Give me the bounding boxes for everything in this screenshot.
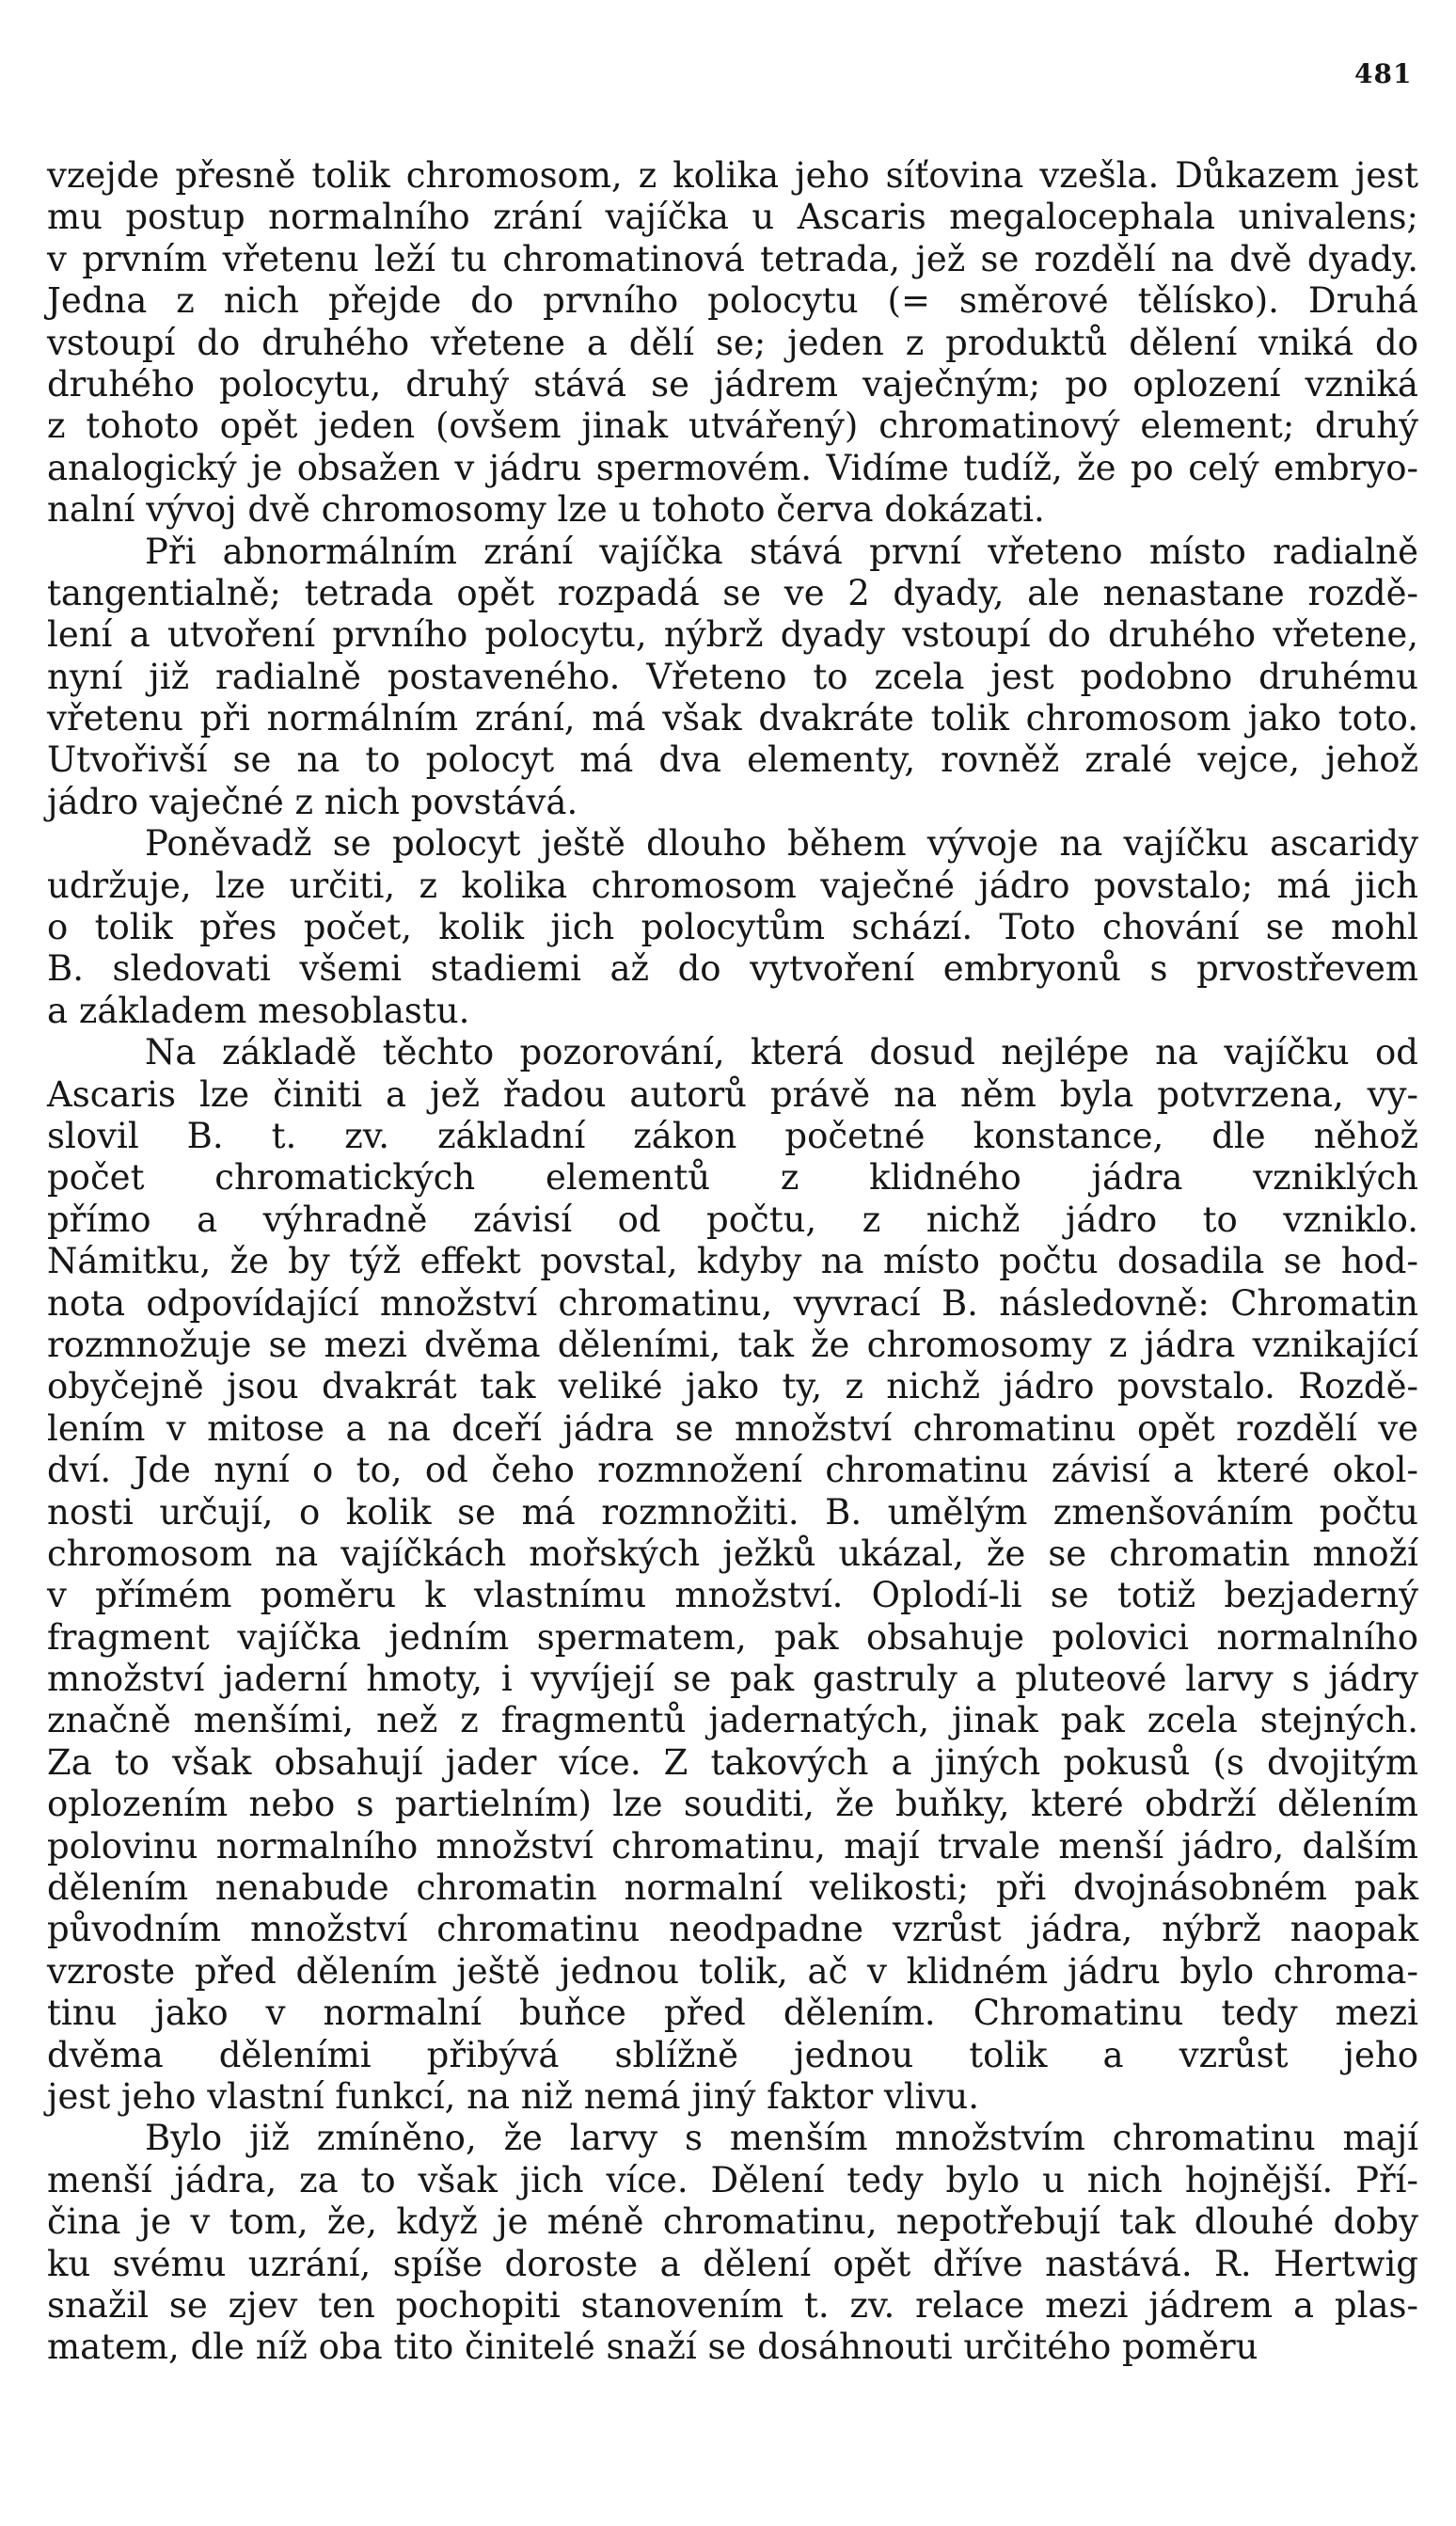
text-line: o tolik přes počet, kolik jich polocytům schází. Toto chování se mohl [47, 907, 1418, 948]
text-line: analogický je obsažen v jádru spermovém. Vidíme tudíž, že po celý embryo- [47, 447, 1418, 488]
text-line: nalní vývoj dvě chromosomy lze u tohoto červa dokázati. [47, 489, 1045, 531]
text-line: mu postup normalního zrání vajíčka u Ascaris megalocephala univalens; [47, 197, 1418, 238]
text-line: v přímém poměru k vlastnímu množství. Oplodí-li se totiž bezjaderný [47, 1575, 1418, 1616]
text-line: vřetenu při normálním zrání, má však dvakráte tolik chromosom jako toto. [47, 698, 1418, 739]
text-line: ku svému uzrání, spíše doroste a dělení opět dříve nastává. R. Hertwig [47, 2243, 1418, 2284]
text-line: vzroste před dělením ještě jednou tolik, ač v klidném jádru bylo chroma- [47, 1950, 1418, 1992]
text-line: Jedna z nich přejde do prvního polocytu (= směrové tělísko). Druhá [47, 280, 1418, 322]
text-line: chromosom na vajíčkách mořských ježků ukázal, že se chromatin množí [47, 1533, 1418, 1574]
text-line: menší jádra, za to však jich více. Dělení tedy bylo u nich hojnější. Pří- [47, 2159, 1418, 2200]
text-line: množství jaderní hmoty, i vyvíjejí se pak gastruly a pluteové larvy s jádry [47, 1659, 1418, 1700]
text-line: B. sledovati všemi stadiemi až do vytvoření embryonů s prvostřevem [47, 948, 1418, 990]
text-line: snažil se zjev ten pochopiti stanovením t. zv. relace mezi jádrem a plas- [47, 2284, 1418, 2326]
text-line: tangentialně; tetrada opět rozpadá se ve 2 dyady, ale nenastane rozdě- [47, 572, 1418, 613]
text-line: lením v mitose a na dceří jádra se množství chromatinu opět rozdělí ve [47, 1407, 1418, 1449]
text-line: polovinu normalního množství chromatinu, mají trvale menší jádro, dalším [47, 1825, 1418, 1867]
text-line: vzejde přesně tolik chromosom, z kolika jeho síťovina vzešla. Důkazem jest [47, 155, 1418, 196]
text-line: Bylo již zmíněno, že larvy s menším množstvím chromatinu mají [145, 2118, 1418, 2159]
text-line: z tohoto opět jeden (ovšem jinak utvářený) chromatinový element; druhý [47, 405, 1418, 447]
text-line: Při abnormálním zrání vajíčka stává první vřeteno místo radialně [145, 531, 1418, 572]
text-line: Za to však obsahují jader více. Z takových a jiných pokusů (s dvojitým [47, 1741, 1418, 1783]
text-line: vstoupí do druhého vřetene a dělí se; jeden z produktů dělení vniká do [47, 322, 1418, 363]
text-line: dvěma děleními přibývá sblížně jednou tolik a vzrůst jeho [47, 2034, 1418, 2075]
text-line: nota odpovídající množství chromatinu, vyvrací B. následovně: Chromatin [47, 1282, 1418, 1324]
text-line: fragment vajíčka jedním spermatem, pak obsahuje polovici normalního [47, 1616, 1418, 1658]
text-line: jádro vaječné z nich povstává. [47, 781, 578, 822]
paragraph [47, 532, 1418, 824]
paragraph [47, 155, 1418, 532]
text-line: jest jeho vlastní funkcí, na niž nemá jiný faktor vlivu. [47, 2075, 979, 2117]
text-line: tinu jako v normalní buňce před dělením. Chromatinu tedy mezi [47, 1993, 1418, 2034]
text-line: udržuje, lze určiti, z kolika chromosom vaječné jádro povstalo; má jich [47, 865, 1418, 906]
text-line: oplozením nebo s partielním) lze souditi, že buňky, které obdrží dělením [47, 1784, 1418, 1825]
text-line: přímo a výhradně závisí od počtu, z nichž jádro to vzniklo. [47, 1199, 1418, 1240]
text-line: původním množství chromatinu neodpadne vzrůst jádra, nýbrž naopak [47, 1909, 1418, 1950]
text-line: a základem mesoblastu. [47, 990, 470, 1031]
text-line: Utvořivší se na to polocyt má dva elementy, rovněž zralé vejce, jehož [47, 739, 1418, 781]
text-line: nosti určují, o kolik se má rozmnožiti. B. umělým zmenšováním počtu [47, 1491, 1418, 1533]
text-line: rozmnožuje se mezi dvěma děleními, tak že chromosomy z jádra vznikající [47, 1324, 1418, 1365]
paragraph [47, 2118, 1418, 2368]
text-line: Poněvadž se polocyt ještě dlouho během vývoje na vajíčku ascaridy [145, 823, 1418, 865]
paragraph [47, 1032, 1418, 2118]
page-number: 481 [1354, 58, 1413, 89]
text-line: dví. Jde nyní o to, od čeho rozmnožení chromatinu závisí a které okol- [47, 1450, 1418, 1491]
text-line: v prvním vřetenu leží tu chromatinová tetrada, jež se rozdělí na dvě dyady. [47, 238, 1418, 279]
text-line: slovil B. t. zv. základní zákon početné konstance, dle něhož [47, 1115, 1418, 1156]
text-line: Na základě těchto pozorování, která dosud nejlépe na vajíčku od [145, 1032, 1418, 1073]
text-line: počet chromatických elementů z klidného jádra vzniklých [47, 1157, 1418, 1199]
text-line: dělením nenabude chromatin normalní velikosti; při dvojnásobném pak [47, 1867, 1418, 1909]
text-line: matem, dle níž oba tito činitelé snaží se dosáhnouti určitého poměru [47, 2327, 1258, 2368]
text-line: nyní již radialně postaveného. Vřeteno to zcela jest podobno druhému [47, 656, 1418, 697]
paragraph [47, 823, 1418, 1032]
text-line: obyčejně jsou dvakrát tak veliké jako ty, z nichž jádro povstalo. Rozdě- [47, 1366, 1418, 1407]
text-line: Námitku, že by týž effekt povstal, kdyby na místo počtu dosadila se hod- [47, 1241, 1418, 1282]
text-line: značně menšími, než z fragmentů jadernatých, jinak pak zcela stejných. [47, 1700, 1418, 1741]
text-line: čina je v tom, že, když je méně chromatinu, nepotřebují tak dlouhé doby [47, 2201, 1418, 2243]
text-line: Ascaris lze činiti a jež řadou autorů právě na něm byla potvrzena, vy- [47, 1073, 1418, 1115]
text-line: druhého polocytu, druhý stává se jádrem vaječným; po oplození vzniká [47, 363, 1418, 405]
body-text [47, 155, 1418, 2369]
text-line: lení a utvoření prvního polocytu, nýbrž dyady vstoupí do druhého vřetene, [47, 614, 1418, 656]
